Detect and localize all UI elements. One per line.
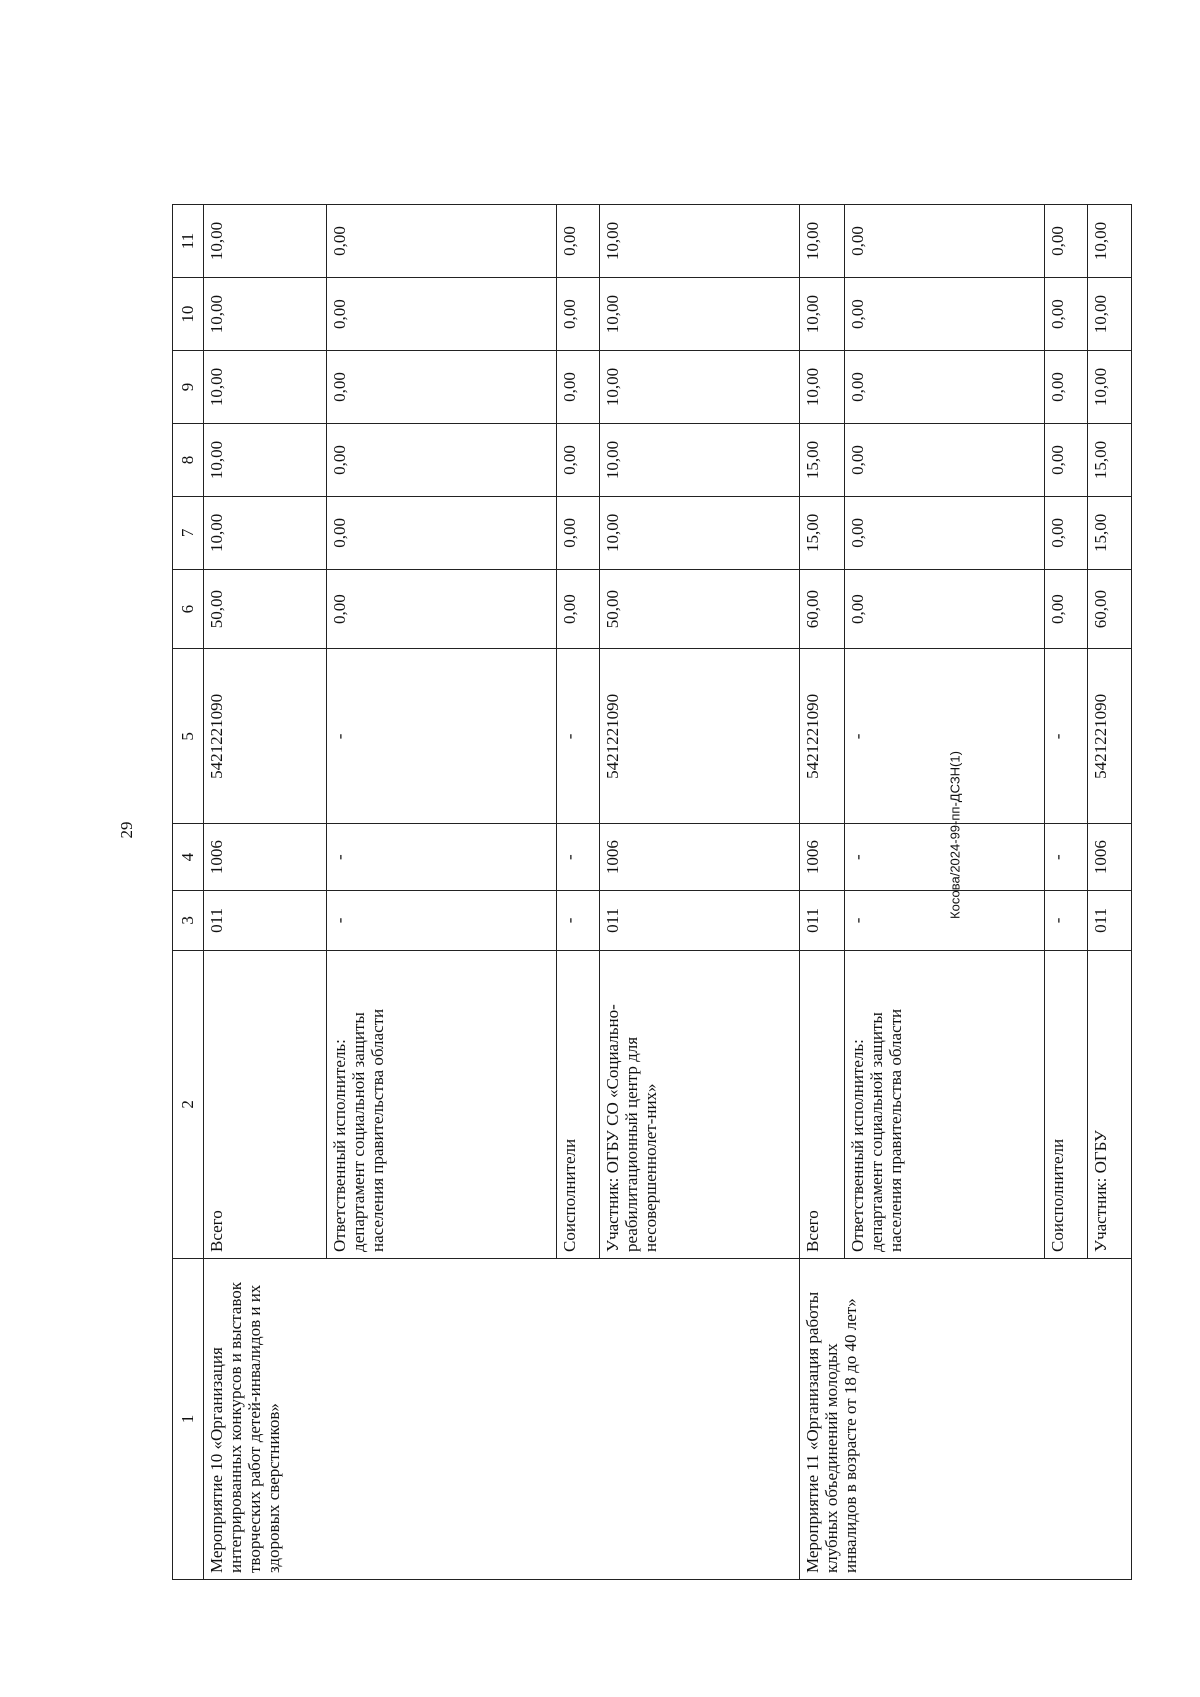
- document-code: Косова/2024-99-пп-ДСЗН(1): [947, 751, 963, 919]
- cell: 10,00: [204, 278, 327, 351]
- column-header: 10: [173, 278, 204, 351]
- column-header: 11: [173, 205, 204, 278]
- row-label: Ответственный исполнитель: департамент социальной защиты населения правительства области: [845, 950, 1045, 1258]
- cell: 0,00: [557, 351, 600, 424]
- cell: 10,00: [600, 351, 800, 424]
- cell: 0,00: [327, 278, 557, 351]
- cell: 10,00: [600, 278, 800, 351]
- cell: 10,00: [600, 205, 800, 278]
- cell: 0,00: [557, 278, 600, 351]
- column-number-row: [173, 205, 204, 1580]
- cell: 10,00: [204, 496, 327, 569]
- cell: -: [1045, 890, 1088, 950]
- cell: -: [327, 890, 557, 950]
- cell: 5421221090: [600, 649, 800, 824]
- cell: 15,00: [800, 423, 845, 496]
- cell: 50,00: [204, 569, 327, 648]
- row-label: Соисполнители: [557, 950, 600, 1258]
- cell: -: [557, 824, 600, 890]
- column-header: 7: [173, 496, 204, 569]
- cell: -: [557, 649, 600, 824]
- cell: 15,00: [1088, 496, 1132, 569]
- cell: 0,00: [557, 569, 600, 648]
- column-header: 2: [173, 950, 204, 1258]
- measure-title: Мероприятие 11 «Организация работы клубных объединений молодых инвалидов в возрасте от 18 до 40 лет»: [800, 1258, 1132, 1579]
- column-header: 3: [173, 890, 204, 950]
- cell: 0,00: [845, 423, 1045, 496]
- row-label: Всего: [204, 950, 327, 1258]
- cell: 0,00: [327, 205, 557, 278]
- column-header: 9: [173, 351, 204, 424]
- cell: 10,00: [204, 205, 327, 278]
- cell: 5421221090: [204, 649, 327, 824]
- cell: -: [1045, 824, 1088, 890]
- budget-table-wrapper: [172, 204, 1110, 1580]
- cell: 0,00: [1045, 496, 1088, 569]
- cell: 10,00: [800, 278, 845, 351]
- cell: -: [845, 824, 1045, 890]
- cell: 0,00: [845, 569, 1045, 648]
- cell: 0,00: [327, 351, 557, 424]
- measure-title: Мероприятие 10 «Организация интегрированных конкурсов и выставок творческих работ детей-инвалидов и их здоровых сверстников»: [204, 1258, 800, 1579]
- cell: 0,00: [845, 205, 1045, 278]
- cell: 5421221090: [1088, 649, 1132, 824]
- cell: 0,00: [845, 278, 1045, 351]
- row-label: Ответственный исполнитель: департамент социальной защиты населения правительства области: [327, 950, 557, 1258]
- cell: 0,00: [327, 423, 557, 496]
- cell: 0,00: [845, 496, 1045, 569]
- cell: -: [557, 890, 600, 950]
- cell: 10,00: [600, 423, 800, 496]
- column-header: 1: [173, 1258, 204, 1579]
- cell: 5421221090: [800, 649, 845, 824]
- cell: -: [845, 649, 1045, 824]
- cell: 10,00: [1088, 205, 1132, 278]
- column-header: 6: [173, 569, 204, 648]
- cell: 10,00: [600, 496, 800, 569]
- cell: 1006: [600, 824, 800, 890]
- column-header: 8: [173, 423, 204, 496]
- row-label: Участник: ОГБУ СО «Социально-реабилитационный центр для несовершеннолет-них»: [600, 950, 800, 1258]
- budget-table: [172, 204, 1132, 1580]
- cell: 1006: [1088, 824, 1132, 890]
- cell: 60,00: [1088, 569, 1132, 648]
- cell: 0,00: [557, 205, 600, 278]
- cell: -: [1045, 649, 1088, 824]
- cell: 011: [800, 890, 845, 950]
- table-row: [800, 205, 845, 1580]
- cell: 10,00: [1088, 351, 1132, 424]
- cell: 0,00: [1045, 569, 1088, 648]
- cell: 011: [1088, 890, 1132, 950]
- cell: 0,00: [1045, 351, 1088, 424]
- cell: 15,00: [1088, 423, 1132, 496]
- cell: 0,00: [1045, 205, 1088, 278]
- cell: 15,00: [800, 496, 845, 569]
- column-header: 5: [173, 649, 204, 824]
- cell: 10,00: [204, 423, 327, 496]
- cell: 1006: [204, 824, 327, 890]
- cell: 011: [204, 890, 327, 950]
- cell: 50,00: [600, 569, 800, 648]
- cell: 0,00: [1045, 278, 1088, 351]
- cell: 011: [600, 890, 800, 950]
- cell: 0,00: [327, 569, 557, 648]
- cell: -: [327, 649, 557, 824]
- cell: 10,00: [800, 205, 845, 278]
- cell: -: [327, 824, 557, 890]
- table-row: [204, 205, 327, 1580]
- cell: -: [845, 890, 1045, 950]
- cell: 10,00: [800, 351, 845, 424]
- cell: 0,00: [557, 496, 600, 569]
- cell: 0,00: [327, 496, 557, 569]
- row-label: Соисполнители: [1045, 950, 1088, 1258]
- cell: 10,00: [1088, 278, 1132, 351]
- cell: 0,00: [1045, 423, 1088, 496]
- cell: 60,00: [800, 569, 845, 648]
- row-label: Участник: ОГБУ: [1088, 950, 1132, 1258]
- row-label: Всего: [800, 950, 845, 1258]
- cell: 10,00: [204, 351, 327, 424]
- cell: 0,00: [557, 423, 600, 496]
- column-header: 4: [173, 824, 204, 890]
- cell: 0,00: [845, 351, 1045, 424]
- cell: 1006: [800, 824, 845, 890]
- page-number: 29: [117, 821, 136, 839]
